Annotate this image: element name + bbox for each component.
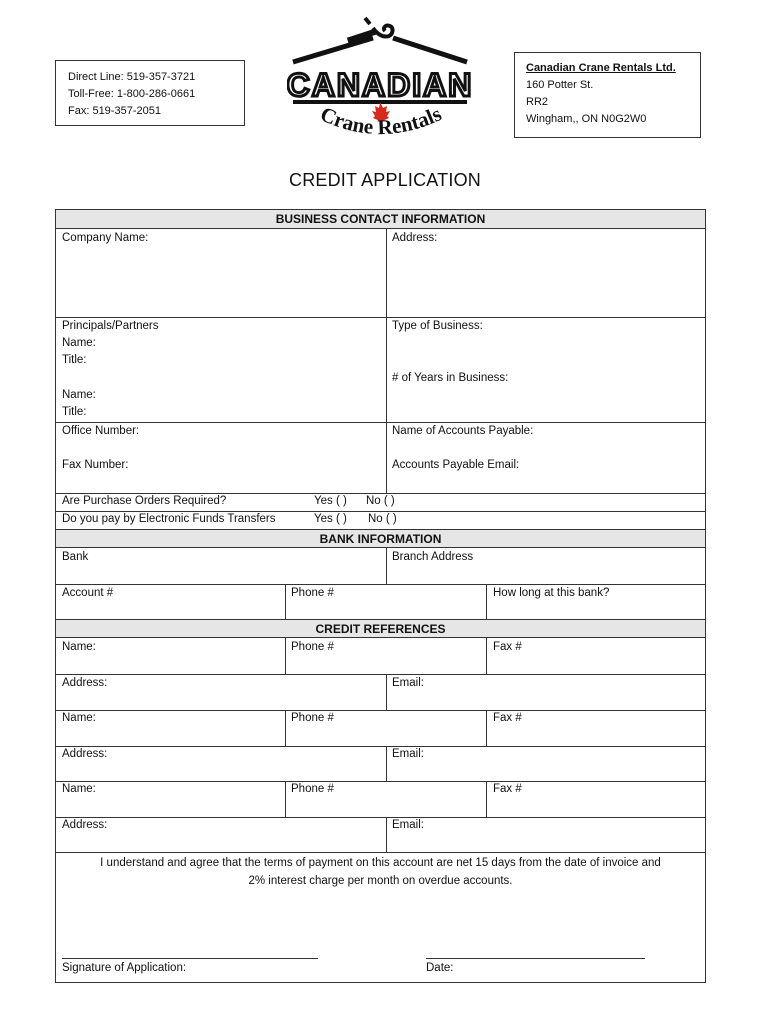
account-number-field[interactable]: Account # — [62, 587, 114, 599]
accounts-payable-email-field[interactable]: Accounts Payable Email: — [392, 459, 520, 471]
reference-2-email-field[interactable]: Email: — [392, 748, 424, 760]
date-line[interactable] — [426, 958, 645, 959]
eft-no[interactable]: No ( ) — [368, 513, 397, 525]
company-street: 160 Potter St. — [526, 79, 594, 91]
company-logo — [287, 14, 473, 154]
accounts-payable-name-field[interactable]: Name of Accounts Payable: — [392, 425, 534, 437]
credit-application-form — [55, 209, 706, 983]
bank-phone-field[interactable]: Phone # — [291, 587, 334, 599]
signature-label: Signature of Application: — [62, 962, 187, 974]
divider — [386, 229, 387, 493]
purchase-orders-question: Are Purchase Orders Required? — [62, 495, 227, 507]
contact-box — [55, 60, 245, 126]
business-type-field[interactable]: Type of Business: — [392, 320, 483, 332]
logo-tagline: Crane Rentals — [316, 101, 446, 140]
reference-3-phone-field[interactable]: Phone # — [291, 783, 334, 795]
toll-free: Toll-Free: 1-800-286-0661 — [68, 88, 196, 100]
company-name: Canadian Crane Rentals Ltd. — [526, 62, 676, 74]
reference-1-email-field[interactable]: Email: — [392, 677, 424, 689]
years-in-business-field[interactable]: # of Years in Business: — [392, 372, 509, 384]
address-field[interactable]: Address: — [392, 232, 438, 244]
page-title: CREDIT APPLICATION — [289, 170, 481, 190]
date-label: Date: — [426, 962, 454, 974]
purchase-orders-no[interactable]: No ( ) — [366, 495, 395, 507]
reference-2-fax-field[interactable]: Fax # — [493, 712, 522, 724]
company-city: Wingham,, ON N0G2W0 — [526, 113, 647, 125]
bank-section-header: BANK INFORMATION — [56, 529, 705, 548]
company-address-box — [514, 52, 701, 138]
time-at-bank-field[interactable]: How long at this bank? — [493, 587, 610, 599]
reference-1-name-field[interactable]: Name: — [62, 641, 96, 653]
principal-name-field-1[interactable]: Name: — [62, 337, 96, 349]
reference-1-fax-field[interactable]: Fax # — [493, 641, 522, 653]
purchase-orders-yes[interactable]: Yes ( ) — [314, 495, 347, 507]
principal-title-field-2[interactable]: Title: — [62, 406, 87, 418]
reference-3-name-field[interactable]: Name: — [62, 783, 96, 795]
reference-2-address-field[interactable]: Address: — [62, 748, 108, 760]
reference-2-phone-field[interactable]: Phone # — [291, 712, 334, 724]
fax-number-field[interactable]: Fax Number: — [62, 459, 129, 471]
direct-line: Direct Line: 519-357-3721 — [68, 71, 196, 83]
company-rr: RR2 — [526, 96, 549, 108]
principals-label: Principals/Partners — [62, 320, 159, 332]
credit-references-header: CREDIT REFERENCES — [56, 619, 705, 638]
eft-question: Do you pay by Electronic Funds Transfers — [62, 513, 276, 525]
agreement-line-2: 2% interest charge per month on overdue accounts. — [248, 875, 513, 887]
reference-1-address-field[interactable]: Address: — [62, 677, 108, 689]
company-name-field[interactable]: Company Name: — [62, 232, 149, 244]
signature-line[interactable] — [62, 958, 318, 959]
branch-address-field[interactable]: Branch Address — [392, 551, 474, 563]
business-section-header: BUSINESS CONTACT INFORMATION — [56, 210, 705, 229]
fax-number: Fax: 519-357-2051 — [68, 105, 161, 117]
principal-name-field-2[interactable]: Name: — [62, 389, 96, 401]
reference-3-email-field[interactable]: Email: — [392, 819, 424, 831]
logo-wordmark: CANADIAN — [287, 67, 473, 103]
office-number-field[interactable]: Office Number: — [62, 425, 140, 437]
bank-name-field[interactable]: Bank — [62, 551, 89, 563]
reference-3-fax-field[interactable]: Fax # — [493, 783, 522, 795]
reference-3-address-field[interactable]: Address: — [62, 819, 108, 831]
eft-yes[interactable]: Yes ( ) — [314, 513, 347, 525]
agreement-line-1: I understand and agree that the terms of payment on this account are net 15 days from the date of invoice and — [100, 857, 661, 869]
reference-1-phone-field[interactable]: Phone # — [291, 641, 334, 653]
principal-title-field-1[interactable]: Title: — [62, 354, 87, 366]
reference-2-name-field[interactable]: Name: — [62, 712, 96, 724]
